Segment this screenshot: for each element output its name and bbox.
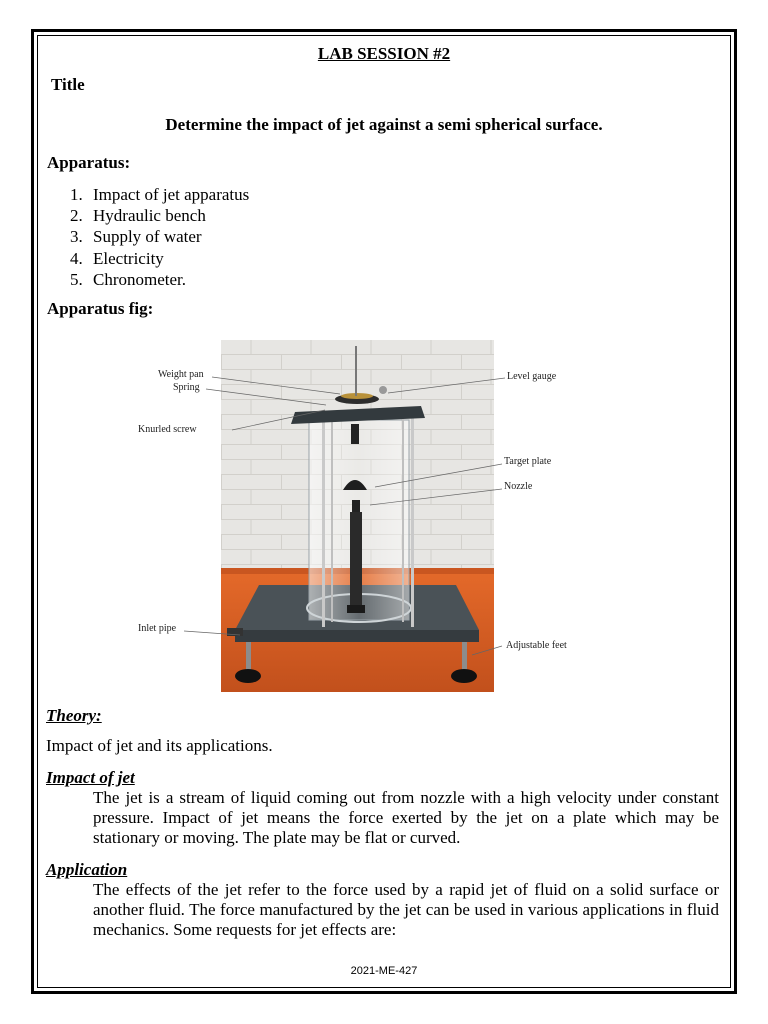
theory-intro: Impact of jet and its applications. xyxy=(46,736,273,755)
label-level-gauge: Level gauge xyxy=(507,371,557,382)
title-label: Title xyxy=(51,75,85,94)
impact-of-jet-heading: Impact of jet xyxy=(46,768,135,787)
list-item: 5. Chronometer. xyxy=(70,269,187,289)
apparatus-list xyxy=(70,184,249,290)
list-item: 3. Supply of water xyxy=(70,227,202,247)
page-footer-id: 2021-ME-427 xyxy=(350,965,418,977)
label-target-plate: Target plate xyxy=(504,456,552,467)
theory-heading: Theory: xyxy=(46,706,102,725)
experiment-title: Determine the impact of jet against a semi spherical surface. xyxy=(165,115,603,134)
application-paragraph: The effects of the jet refer to the force used by a rapid jet of fluid on a solid surface or another fluid. The force manufactured by the jet can be used in various applications in fluid mechanics. Some requests for jet effects are: xyxy=(93,880,719,939)
label-inlet-pipe: Inlet pipe xyxy=(138,623,177,634)
apparatus-figure-heading: Apparatus fig: xyxy=(47,299,154,318)
list-item: 4. Electricity xyxy=(70,248,164,268)
apparatus-figure xyxy=(130,340,600,692)
impact-of-jet-paragraph: The jet is a stream of liquid coming out from nozzle with a high velocity under constant pressure. Impact of jet means the force exerted by the jet on a plate which may be stationary or moving. The plate may be flat or curved. xyxy=(93,788,719,847)
list-item: 1. Impact of jet apparatus xyxy=(70,185,250,204)
label-spring: Spring xyxy=(173,382,200,393)
label-weight-pan: Weight pan xyxy=(158,369,204,380)
apparatus-heading: Apparatus: xyxy=(47,153,131,172)
label-adjustable-feet: Adjustable feet xyxy=(506,640,567,651)
list-item: 2. Hydraulic bench xyxy=(70,206,206,226)
label-nozzle: Nozzle xyxy=(504,481,533,492)
application-heading: Application xyxy=(46,860,128,879)
label-knurled-screw: Knurled screw xyxy=(138,424,197,435)
session-heading: LAB SESSION #2 xyxy=(317,44,451,63)
